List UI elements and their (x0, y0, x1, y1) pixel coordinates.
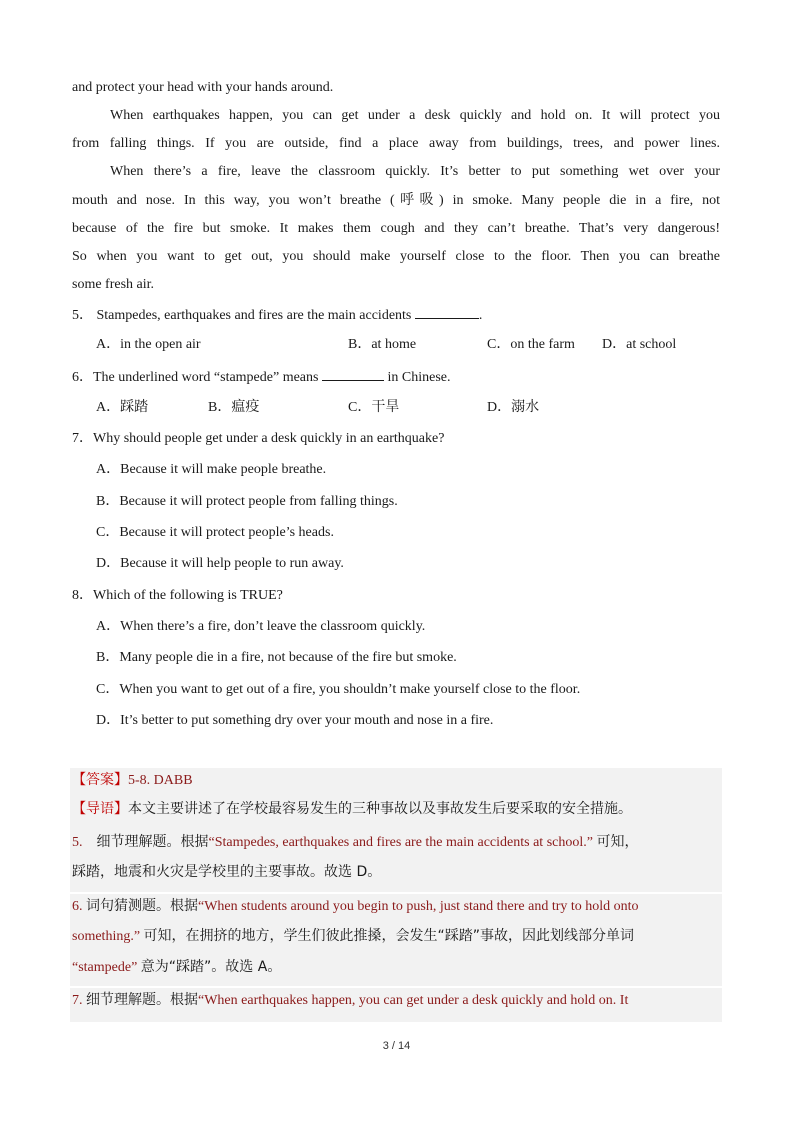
answer-key: 【答案】5-8. DABB (72, 772, 193, 788)
option-a: A．When there’s a fire, don’t leave the classroom quickly. (96, 619, 426, 634)
option-b: B．Many people die in a fire, not because of the fire but smoke. (96, 650, 457, 665)
answer-guide: 【导语】本文主要讲述了在学校最容易发生的三种事故以及事故发生后要采取的安全措施。 (72, 801, 632, 817)
explanation-5: 踩踏，地震和火灾是学校里的主要事故。故选 D。 (72, 864, 382, 880)
explanation-6: something.” 可知，在拥挤的地方，学生们彼此推搡，会发生“踩踏”事故，因此划线部分单词 (72, 928, 635, 944)
explanation-7: 7. 细节理解题。根据“When earthquakes happen, you can get under a desk quickly and hold on. It (72, 992, 629, 1008)
option-b: B．at home (348, 337, 417, 352)
option-c: C．on the farm (487, 337, 575, 352)
passage-line: When there’s a fire, leave the classroom quickly. It’s better to put something wet over your (110, 164, 720, 179)
option-a: A．in the open air (96, 337, 201, 352)
option-d: D．at school (602, 337, 677, 352)
option-a: A．Because it will make people breathe. (96, 462, 327, 477)
explanation-6: 6. 词句猜测题。根据“When students around you begin to push, just stand there and try to hold onto (72, 898, 639, 914)
passage-line: some fresh air. (72, 277, 155, 292)
passage-line: and protect your head with your hands around. (72, 80, 334, 95)
option-b: B．Because it will protect people from falling things. (96, 494, 398, 509)
option-d: D．Because it will help people to run away. (96, 556, 344, 571)
question-8-stem: 8．Which of the following is TRUE? (72, 588, 283, 603)
question-7-stem: 7．Why should people get under a desk quickly in an earthquake? (72, 431, 445, 446)
option-a: A．踩踏 (96, 399, 149, 415)
option-d: D．It’s better to put something dry over your mouth and nose in a fire. (96, 713, 494, 728)
option-d: D．溺水 (487, 399, 540, 415)
option-b: B．瘟疫 (208, 399, 260, 415)
page-number: 3 / 14 (382, 1040, 411, 1052)
passage-line: from falling things. If you are outside, find a place away from buildings, trees, and power lines. (72, 136, 720, 151)
explanation-5: 5. 细节理解题。根据“Stampedes, earthquakes and fires are the main accidents at school.” 可知， (72, 834, 639, 850)
passage-line: So when you want to get out, you should make yourself close to the floor. Then you can breathe (72, 249, 720, 264)
question-6-stem: 6．The underlined word “stampede” means in Chinese. (72, 366, 720, 388)
option-c: C．干旱 (348, 399, 400, 415)
explanation-6: “stampede” 意为“踩踏”。故选 A。 (72, 959, 282, 975)
option-c: C．Because it will protect people’s heads. (96, 525, 334, 540)
passage-line: because of the fire but smoke. It makes them cough and they can’t breathe. That’s very dangerous! (72, 221, 720, 236)
answer-blank (415, 304, 479, 319)
passage-line: When earthquakes happen, you can get under a desk quickly and hold on. It will protect you (110, 108, 720, 123)
passage-line: mouth and nose. In this way, you won’t breathe (呼吸) in smoke. Many people die in a fire, not (72, 192, 721, 208)
question-5-stem: 5． Stampedes, earthquakes and fires are the main accidents . (72, 304, 720, 326)
option-c: C．When you want to get out of a fire, you shouldn’t make yourself close to the floor. (96, 682, 581, 697)
answer-blank (322, 366, 384, 381)
